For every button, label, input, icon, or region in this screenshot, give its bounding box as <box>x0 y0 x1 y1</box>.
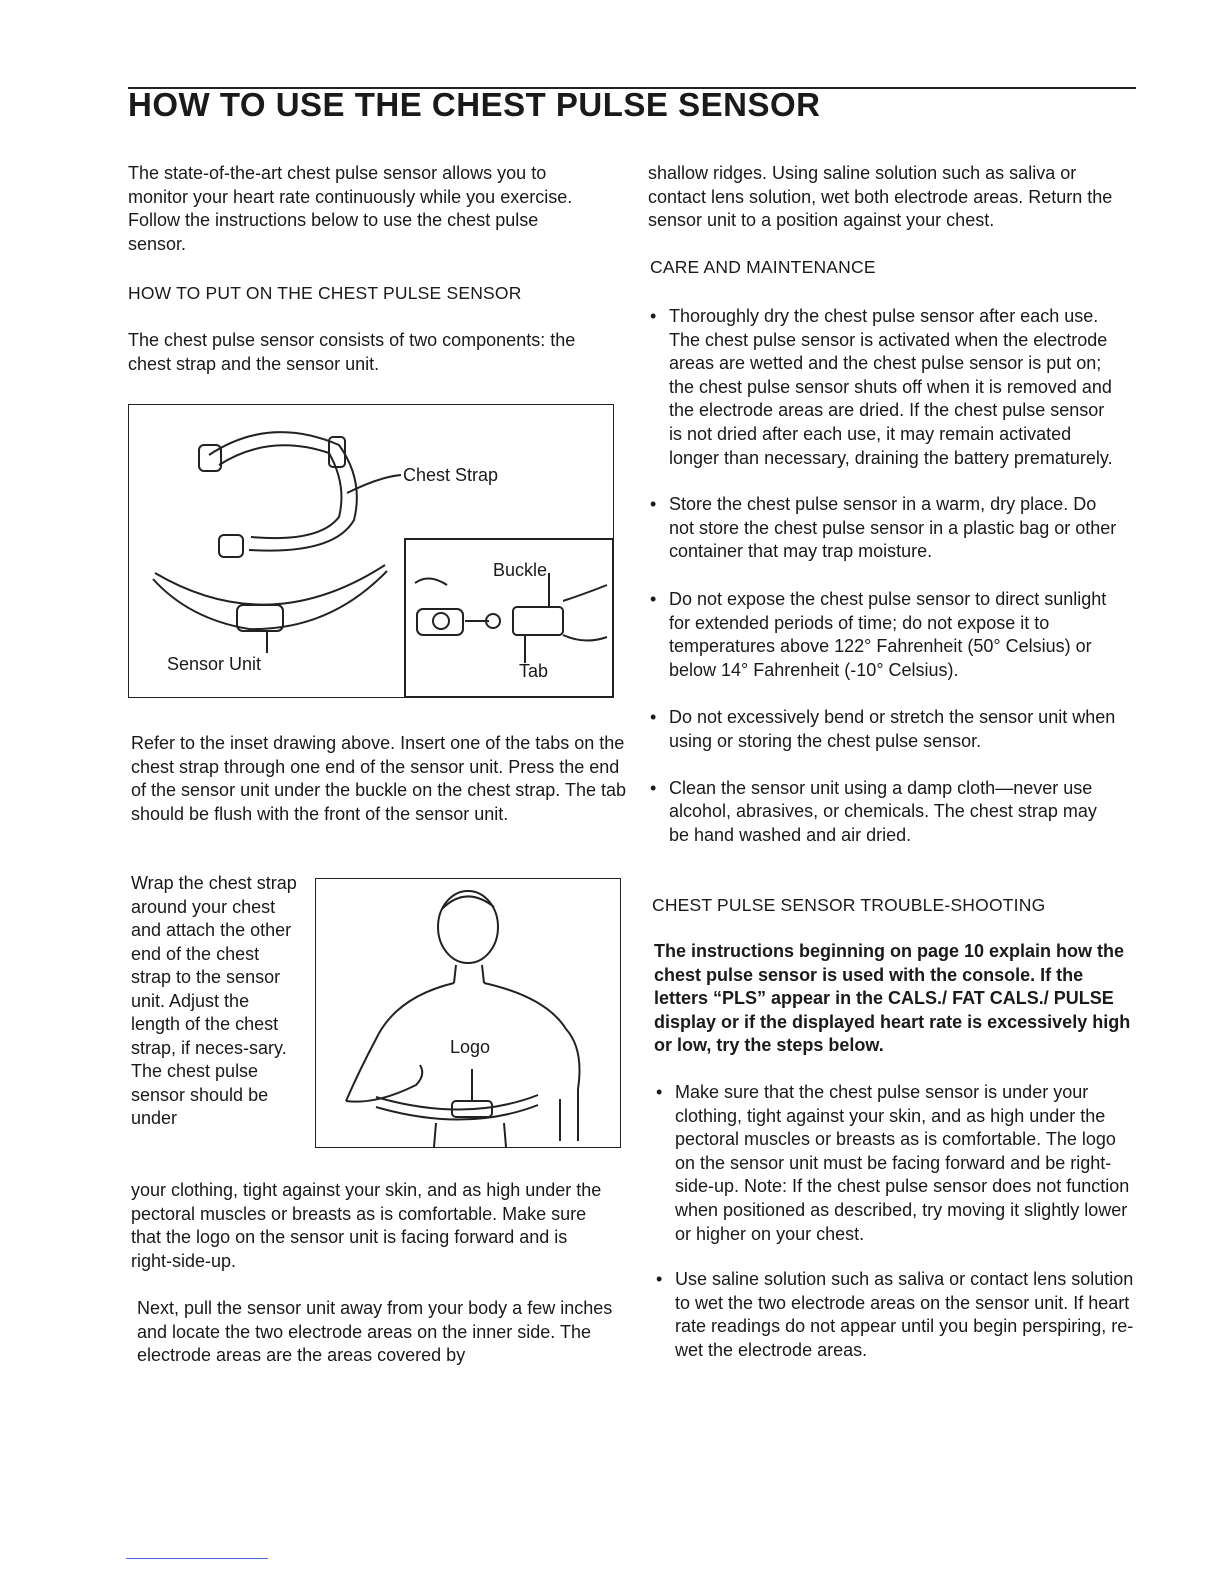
footer-rule <box>126 1558 268 1559</box>
wearing-figure <box>315 878 621 1148</box>
trouble-list <box>654 1081 1140 1363</box>
inset-arrow-curve <box>415 578 447 585</box>
neck <box>454 965 484 983</box>
care-item: • Do not excessively bend or stretch the sensor unit when using or storing the chest pulse sensor. <box>648 706 1118 753</box>
wrap-paragraph-narrow: Wrap the chest strap around your chest and attach the other end of the chest strap to the sensor unit. Adjust the length of the chest strap, if neces-sary. The chest pulse sensor should be under <box>131 873 297 1128</box>
trouble-intro: The instructions beginning on page 10 explain how the chest pulse sensor is used with the console. If the letters “PLS” appear in the CALS./ FAT CALS./ PULSE display or if the displayed heart rate is excessively high or low, try the steps below. <box>654 941 1131 1055</box>
put-on-heading: HOW TO PUT ON THE CHEST PULSE SENSOR <box>128 283 522 303</box>
sensor-band-top <box>155 565 385 605</box>
trouble-heading: CHEST PULSE SENSOR TROUBLE-SHOOTING <box>652 895 1046 915</box>
tab-label: Tab <box>519 661 549 681</box>
torso-sides <box>434 1123 506 1147</box>
right-forearm <box>560 1089 578 1141</box>
inset-buckle <box>513 607 563 635</box>
inset-tab-hole <box>433 613 449 629</box>
trouble-item: • Use saline solution such as saliva or contact lens solution to wet the two electrode areas on the sensor unit. If heart rate readings do not appear until you begin perspiring, re-wet the electrode areas. <box>654 1268 1140 1362</box>
person-drawing <box>316 879 620 1147</box>
next-paragraph: Next, pull the sensor unit away from your body a few inches and locate the two electrode areas on the inner side. The electrode areas are the areas covered by <box>137 1298 613 1365</box>
care-heading: CARE AND MAINTENANCE <box>650 257 876 277</box>
refer-paragraph: Refer to the inset drawing above. Insert one of the tabs on the chest strap through one end of the sensor unit. Press the end of the sensor unit under the buckle on the chest strap. The tab should be flush with the front of the sensor unit. <box>131 733 626 824</box>
strap-loop-outer <box>209 432 357 550</box>
left-arm <box>346 1065 422 1102</box>
strap-loop-inner <box>219 445 341 538</box>
chest-strap-line-top <box>376 1095 538 1110</box>
left-shoulder <box>346 983 454 1101</box>
care-item: • Store the chest pulse sensor in a warm, dry place. Do not store the chest pulse sensor in a plastic bag or other container that may trap moisture. <box>648 493 1118 564</box>
sensor-unit-label: Sensor Unit <box>167 654 262 674</box>
inset-hand-bottom <box>563 635 607 641</box>
care-item: • Thoroughly dry the chest pulse sensor after each use. The chest pulse sensor is activated when the electrode areas are wetted and the chest pulse sensor is put on; the chest pulse sensor shuts off when it is removed and the electrode areas are dried. If the chest pulse sensor is not dried after each use, it may remain activated longer than necessary, draining the battery prematurely. <box>648 305 1118 470</box>
trouble-item: • Make sure that the chest pulse sensor is under your clothing, tight against your skin, and as high under the pectoral muscles or breasts as is comfortable. The logo on the sensor unit must be facing forward and be right-side-up. Note: If the chest pulse sensor does not function when positioned as described, try moving it slightly lower or higher on your chest. <box>654 1081 1140 1246</box>
sensor-band-bottom <box>153 571 387 629</box>
buckle-label: Buckle <box>493 560 548 580</box>
chest-strap-figure <box>128 404 614 698</box>
intro-paragraph: The state-of-the-art chest pulse sensor allows you to monitor your heart rate continuously while you exercise. Follow the instructions below to use the chest pulse sensor. <box>128 163 573 254</box>
chest-strap-label: Chest Strap <box>403 465 499 485</box>
right-shoulder <box>484 983 580 1089</box>
care-list <box>648 305 1118 847</box>
strap-buckle-bottom <box>219 535 243 557</box>
components-paragraph: The chest pulse sensor consists of two components: the chest strap and the sensor unit. <box>128 330 576 374</box>
care-item: • Clean the sensor unit using a damp cloth—never use alcohol, abrasives, or chemicals. The chest strap may be hand washed and air dried. <box>648 777 1118 848</box>
wrap-paragraph-wide: your clothing, tight against your skin, and as high under the pectoral muscles or breasts as is comfortable. Make sure that the logo on the sensor unit is facing forward and is right-side-up. <box>131 1180 602 1271</box>
logo-label: Logo <box>450 1037 491 1057</box>
inset-hand-top <box>563 585 607 601</box>
head <box>438 891 498 963</box>
care-item: • Do not expose the chest pulse sensor to direct sunlight for extended periods of time; do not expose it to temperatures above 122° Fahrenheit (50° Celsius) or below 14° Fahrenheit (-10° Celsius). <box>648 588 1118 682</box>
continued-paragraph: shallow ridges. Using saline solution such as saliva or contact lens solution, wet both electrode areas. Return the sensor unit to a position against your chest. <box>648 163 1113 230</box>
page-title: HOW TO USE THE CHEST PULSE SENSOR <box>128 86 821 123</box>
